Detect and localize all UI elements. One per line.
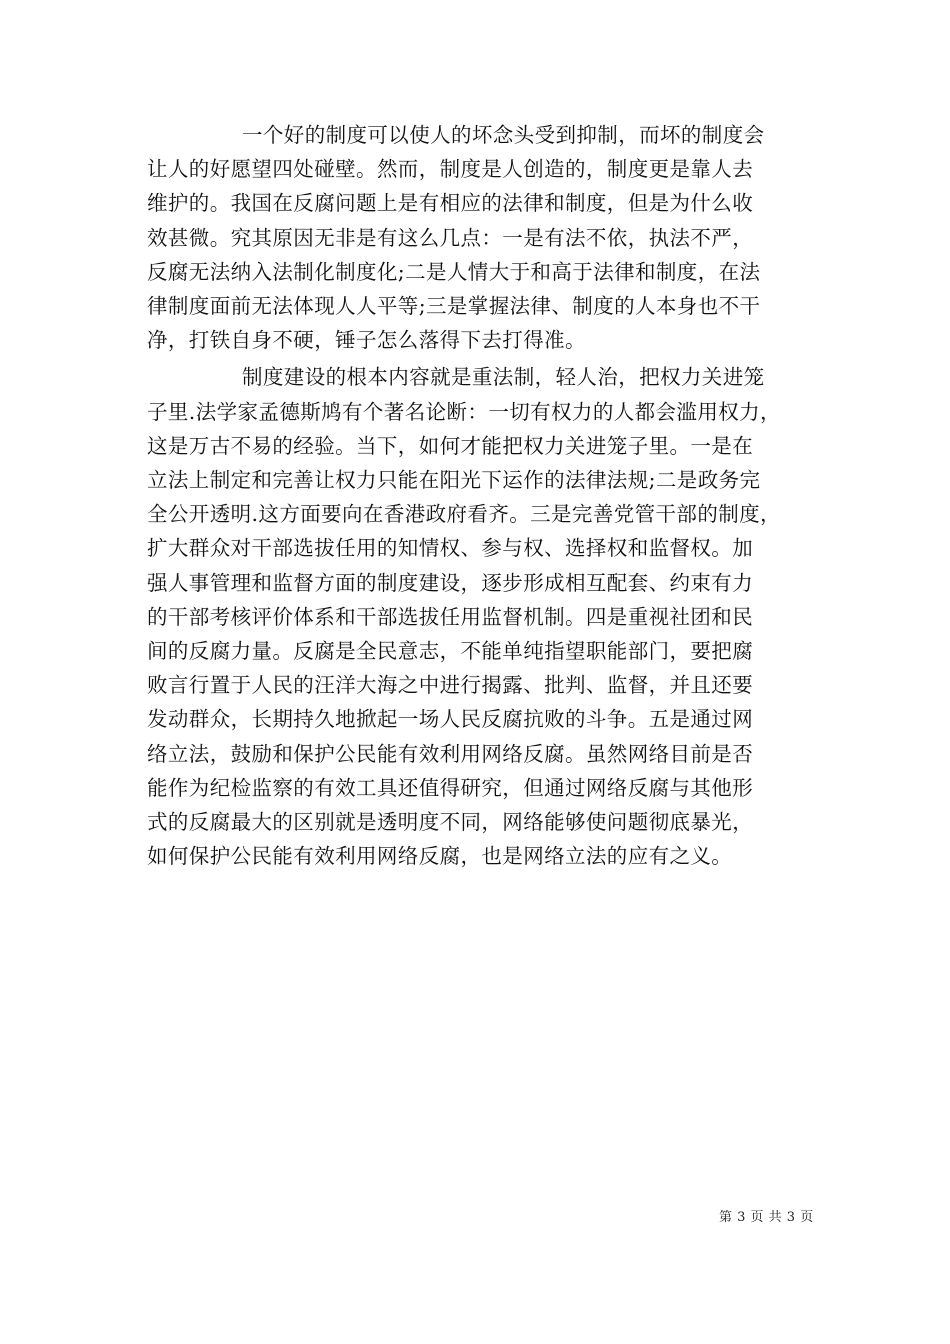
paragraph-line: 发动群众，长期持久地掀起一场人民反腐抗败的斗争。五是通过网 — [147, 707, 754, 732]
paragraph-line: 反腐无法纳入法制化制度化;二是人情大于和高于法律和制度，在法 — [147, 259, 761, 284]
paragraph-line: 扩大群众对干部选拔任用的知情权、参与权、选择权和监督权。加 — [147, 536, 754, 561]
paragraph-line: 子里.法学家孟德斯鸠有个著名论断：一切有权力的人都会滥用权力， — [147, 399, 781, 424]
paragraph-line: 律制度面前无法体现人人平等;三是掌握法律、制度的人本身也不干 — [147, 294, 761, 319]
paragraph-line: 制度建设的根本内容就是重法制，轻人治，把权力关进笼 — [242, 365, 765, 390]
paragraph-line: 如何保护公民能有效利用网络反腐，也是网络立法的应有之义。 — [147, 844, 733, 869]
paragraph-line: 能作为纪检监察的有效工具还值得研究，但通过网络反腐与其他形 — [147, 775, 754, 800]
paragraph-1 — [147, 118, 807, 357]
paragraph-line: 立法上制定和完善让权力只能在阳光下运作的法律法规;二是政务完 — [147, 468, 761, 493]
paragraph-line: 式的反腐最大的区别就是透明度不同，网络能够使问题彻底暴光， — [147, 810, 754, 835]
paragraph-2 — [147, 360, 807, 873]
paragraph-line: 的干部考核评价体系和干部选拔任用监督机制。四是重视社团和民 — [147, 604, 754, 629]
paragraph-line: 强人事管理和监督方面的制度建设，逐步形成相互配套、约束有力 — [147, 570, 754, 595]
paragraph-line: 一个好的制度可以使人的坏念头受到抑制，而坏的制度会 — [242, 123, 765, 147]
paragraph-line: 败言行置于人民的汪洋大海之中进行揭露、批判、监督，并且还要 — [147, 673, 754, 698]
paragraph-line: 让人的好愿望四处碰壁。然而，制度是人创造的，制度更是靠人去 — [147, 157, 754, 182]
paragraph-line: 效甚微。究其原因无非是有这么几点：一是有法不依，执法不严， — [147, 225, 754, 250]
page-number-footer: 第 3 页 共 3 页 — [719, 1210, 814, 1225]
paragraph-line: 全公开透明.这方面要向在香港政府看齐。三是完善党管干部的制度， — [147, 502, 781, 527]
paragraph-line: 净，打铁自身不硬，锤子怎么落得下去打得准。 — [147, 328, 586, 353]
document-body — [147, 118, 807, 873]
paragraph-line: 维护的。我国在反腐问题上是有相应的法律和制度，但是为什么收 — [147, 191, 754, 216]
paragraph-line: 这是万古不易的经验。当下，如何才能把权力关进笼子里。一是在 — [147, 433, 754, 458]
paragraph-line: 络立法，鼓励和保护公民能有效利用网络反腐。虽然网络目前是否 — [147, 741, 754, 766]
paragraph-line: 间的反腐力量。反腐是全民意志，不能单纯指望职能部门，要把腐 — [147, 639, 754, 664]
